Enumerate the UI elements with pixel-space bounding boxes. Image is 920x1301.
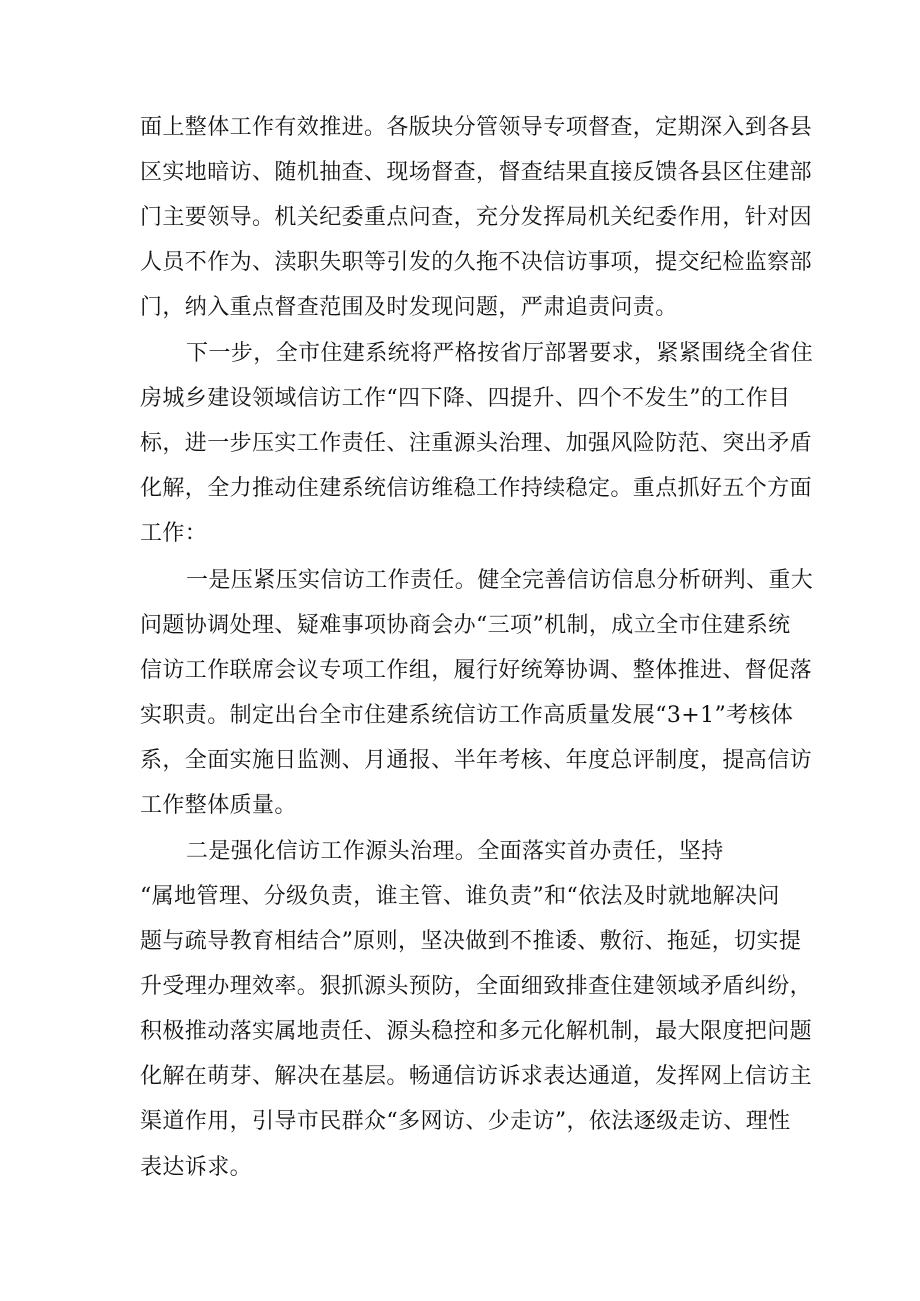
text-line: 标，进一步压实工作责任、注重源头治理、加强风险防范、突出矛盾 bbox=[140, 431, 813, 456]
text-line: 系，全面实施日监测、月通报、半年考核、年度总评制度，提高信访 bbox=[140, 748, 813, 773]
text-line: 化解，全力推动住建系统信访维稳工作持续稳定。重点抓好五个方面 bbox=[140, 476, 813, 501]
text-line: 问题协调处理、疑难事项协商会办“三项”机制，成立全市住建系统 bbox=[140, 613, 791, 638]
text-line: 升受理办理效率。狠抓源头预防，全面细致排查住建领域矛盾纠纷， bbox=[140, 974, 813, 999]
text-line: 门主要领导。机关纪委重点问查，充分发挥局机关纪委作用，针对因 bbox=[140, 205, 813, 230]
text-line: 门，纳入重点督查范围及时发现问题，严肃追责问责。 bbox=[140, 295, 678, 320]
text-line: 实职责。制定出台全市住建系统信访工作高质量发展“3+1”考核体 bbox=[140, 703, 794, 728]
text-line: 化解在萌芽、解决在基层。畅通信访诉求表达通道，发挥网上信访主 bbox=[140, 1064, 813, 1089]
text-line: 渠道作用，引导市民群众“多网访、少走访”，依法逐级走访、理性 bbox=[140, 1109, 791, 1134]
text-line: 题与疏导教育相结合”原则，坚决做到不推诿、敷衍、拖延，切实提 bbox=[140, 929, 802, 954]
paragraph-start-line: 一是压紧压实信访工作责任。健全完善信访信息分析研判、重大 bbox=[186, 568, 814, 593]
paragraph-start-line: 下一步，全市住建系统将严格按省厅部署要求，紧紧围绕全省住 bbox=[186, 341, 814, 366]
text-line: 工作： bbox=[140, 521, 208, 546]
text-line: 面上整体工作有效推进。各版块分管领导专项督查，定期深入到各县 bbox=[140, 115, 813, 140]
text-line: 表达诉求。 bbox=[140, 1155, 253, 1180]
text-line: “属地管理、分级负责，谁主管、谁负责”和“依法及时就地解决问 bbox=[140, 884, 780, 909]
text-line: 信访工作联席会议专项工作组，履行好统筹协调、整体推进、督促落 bbox=[140, 658, 813, 683]
text-line: 人员不作为、渎职失职等引发的久拖不决信访事项，提交纪检监察部 bbox=[140, 250, 813, 275]
text-line: 积极推动落实属地责任、源头稳控和多元化解机制，最大限度把问题 bbox=[140, 1019, 813, 1044]
text-line: 房城乡建设领域信访工作“四下降、四提升、四个不发生”的工作目 bbox=[140, 386, 791, 411]
paragraph-start-line: 二是强化信访工作源头治理。全面落实首办责任，坚持 bbox=[186, 839, 724, 864]
text-line: 区实地暗访、随机抽查、现场督查，督查结果直接反馈各县区住建部 bbox=[140, 160, 813, 185]
text-line: 工作整体质量。 bbox=[140, 793, 297, 818]
